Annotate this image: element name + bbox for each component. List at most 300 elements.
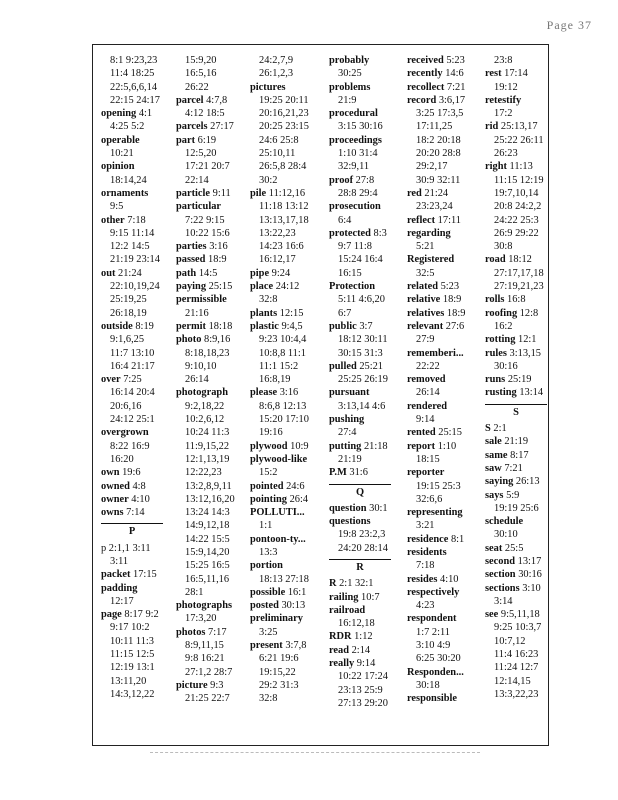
page-line-ref: 1:1 [259,520,273,532]
index-entry [407,440,484,467]
page-line-ref: 21:9 [338,94,357,106]
page-line-ref: 21:24 [421,187,449,199]
index-term: questions [329,516,371,528]
index-entry [250,559,327,586]
page-line-ref: 18:12 30:11 [338,334,388,346]
page-line-ref: 22:22 [416,360,440,372]
index-term: proceedings [329,134,382,146]
index-term: pontoon-ty... [250,533,306,545]
index-term: rusting [485,387,517,399]
index-term: own [101,467,120,479]
index-term: red [407,187,422,199]
page-line-ref: 27:13 29:20 [338,697,388,709]
page-line-ref: 21:24 [115,267,142,279]
page-line-ref: 9:3 [207,679,224,691]
index-entry [407,400,484,427]
index-term: owned [101,480,130,492]
page-line-ref: 25:5 [502,542,524,554]
page-line-ref: 4:7,8 [203,94,228,106]
index-entry [329,502,406,515]
index-entry [485,386,562,399]
page-line-ref: 11:9,15,22 [185,440,230,452]
page-line-ref: 3:15 30:16 [338,121,383,133]
index-term: out [101,267,116,279]
page-line-ref: 7:22 9:15 [185,214,225,226]
page-line-ref: 17:3,20 [185,613,217,625]
page-line-ref: 16:2 [494,320,513,332]
page-line-ref: 27:17,17,18 [494,267,544,279]
index-term: pipe [250,267,270,279]
page-line-ref: 10:22 15:6 [185,227,230,239]
index-entry [329,413,406,440]
index-term: probably [329,55,370,66]
index-term: recollect [407,81,445,93]
page-line-ref: 10:22 17:24 [338,671,388,683]
page-line-ref: 26:22 [185,81,209,93]
page-line-ref: 18:9 [444,307,466,319]
page-line-ref: 23:23,24 [416,201,453,213]
index-term: resides [407,573,438,585]
index-term: packet [101,569,131,581]
page-line-ref: 8:1 9:23,23 [110,55,158,66]
page-line-ref: 30:16 [515,569,542,581]
page-line-ref: 13:24 14:3 [185,507,230,519]
page-line-ref: 9:24 [269,267,291,279]
index-term: report [407,440,436,452]
index-entry [485,489,562,516]
page-line-ref: 6:25 30:20 [416,653,461,665]
index-entry [485,422,562,435]
page-line-ref: 3:25 [259,626,278,638]
index-column-3 [250,54,327,706]
page-line-ref: 16:8 [504,294,526,306]
page-line-ref: 8:22 16:9 [110,440,150,452]
page-line-ref: 26:1,2,3 [259,68,294,80]
page-line-ref: 19:15 25:3 [416,480,461,492]
index-term: public [329,320,357,332]
index-entry [176,280,253,293]
page-line-ref: 19:7,10,14 [494,187,539,199]
page-line-ref: 24:12 [273,281,300,293]
index-term: passed [176,254,206,266]
page-line-ref: 12:1 [515,334,537,346]
index-entry [176,293,253,320]
index-term: road [485,254,506,266]
page-line-ref: 8:17 9:2 [121,609,159,621]
index-entry [176,626,253,679]
page-line-ref: 3:10 [519,582,541,594]
index-term: pursuant [329,387,370,399]
page-line-ref: 9:5 [110,201,124,213]
page-line-ref: 21:16 [185,307,209,319]
index-term: opinion [101,161,135,173]
index-term: over [101,374,121,386]
page-line-ref: 12:22,23 [185,467,222,479]
page-line-ref: 18:15 [416,453,440,465]
index-term: related [407,281,438,293]
index-entry [407,293,484,306]
index-entry [485,293,562,306]
page-line-ref: 11:15 12:19 [494,174,544,186]
index-entry [407,320,484,347]
page-line-ref: 30:2 [259,174,278,186]
index-entry [407,666,484,693]
page-line-ref: 4:1 [136,108,153,120]
page-line-ref: 8:9,11,15 [185,640,224,652]
page-line-ref: 26:4 [286,493,309,505]
index-entry [407,586,484,613]
index-term: Registered [407,254,455,266]
page-line-ref: 8:9,16 [201,334,231,346]
section-letter: P [128,526,136,538]
page-line-ref: 22:10,19,24 [110,281,160,293]
index-term: retestify [485,94,522,106]
page-line-ref: 2:1 [490,423,507,435]
index-term: pulled [329,360,357,372]
index-term: second [485,555,516,567]
index-entry [176,253,253,266]
page-line-ref: 30:8 [494,241,513,253]
index-term: ornaments [101,187,149,199]
page-line-ref: 30:9 32:11 [416,174,461,186]
index-term: padding [101,582,138,594]
index-entry [250,54,327,81]
index-term: P.M [329,467,347,479]
index-term: railroad [329,604,366,616]
page-line-ref: 1:10 [435,440,457,452]
index-term: pictures [250,81,286,93]
index-column-4 [329,54,406,710]
page-line-ref: 25:10,11 [259,148,296,160]
index-term: saw [485,462,502,474]
page-line-ref: 9:17 10:2 [110,622,150,634]
page-line-ref: 17:15 [130,569,157,581]
index-entry [485,475,562,488]
index-entry [250,267,327,280]
page-line-ref: 3:16 [206,241,228,253]
page-line-ref: 13:22,23 [259,227,296,239]
page-line-ref: 10:24 11:3 [185,427,230,439]
index-term: part [176,134,196,146]
index-term: sections [485,582,520,594]
index-entry [485,94,562,121]
index-entry [250,453,327,480]
page-line-ref: 26:18,19 [110,307,147,319]
page-line-ref: 1:10 31:4 [338,148,378,160]
index-entry [485,347,562,374]
page-line-ref: 32:8 [259,294,278,306]
index-entry [485,373,562,386]
index-entry [485,462,562,475]
index-entry [250,586,327,599]
index-term: putting [329,440,362,452]
index-term: says [485,489,504,501]
index-term: pointing [250,493,287,505]
page-line-ref: 27:1,2 28:7 [185,666,233,678]
page-line-ref: 1:12 [351,631,373,643]
section-divider [101,523,163,524]
index-term: same [485,449,508,461]
index-entry [329,604,406,631]
index-entry [329,630,406,643]
page-line-ref: 13:14 [516,387,544,399]
index-entry [485,568,562,581]
index-entry [329,107,406,134]
index-entry [176,134,253,187]
index-term: regarding [407,227,451,239]
page-line-ref: 19:8 23:2,3 [338,529,386,541]
index-term: parties [176,241,207,253]
page-line-ref: 14:9,12,18 [185,520,230,532]
page-line-ref: 30:1 [366,502,388,514]
page-line-ref: 7:18 [416,560,435,572]
page-line-ref: 25:22 26:11 [494,134,544,146]
index-term: portion [250,560,283,572]
index-term: rememberi... [407,347,464,359]
index-entry [176,333,253,386]
index-entry [101,608,178,701]
page-line-ref: 27:17 [207,121,234,133]
section-divider [329,484,391,485]
index-entry [101,214,178,267]
page-line-ref: 25:21 [356,360,384,372]
index-entry [407,546,484,573]
page-line-ref: 11:1 15:2 [259,360,299,372]
index-term: owns [101,507,124,519]
index-term: respondent [407,613,457,625]
page-line-ref: 10:7 [358,591,380,603]
page-line-ref: 26:13 [513,476,540,488]
index-entry [329,280,406,320]
page-line-ref: 18:2 20:18 [416,134,461,146]
index-term: pointed [250,480,284,492]
index-entry [485,515,562,542]
page-line-ref: 29:2 31:3 [259,679,299,691]
index-column-2 [176,54,253,706]
page-line-ref: 17:21 20:7 [185,161,230,173]
page-line-ref: 10:21 [110,148,134,160]
index-entry [407,573,484,586]
index-entry [250,320,327,386]
index-term: rest [485,68,502,80]
page-line-ref: 25:15 [206,281,233,293]
page-line-ref: 25:25 26:19 [338,374,388,386]
index-term: overgrown [101,427,149,439]
page-line-ref: 16:14 20:4 [110,387,155,399]
index-entry [329,591,406,604]
index-entry [101,493,178,506]
page-line-ref: 19:12 [494,81,518,93]
index-term: problems [329,81,371,93]
index-term: protected [329,227,371,239]
page-line-ref: 16:12,18 [338,618,375,630]
page-line-ref: 29:2,17 [416,161,448,173]
index-term: particular [176,201,222,213]
index-term: photos [176,626,206,638]
index-entry [250,81,327,187]
page-line-ref: 21:19 [501,436,529,448]
index-entry [485,449,562,462]
page-line-ref: 12:2 14:5 [110,241,150,253]
index-entry [176,679,253,706]
index-term: responsible [407,693,458,705]
index-entry [329,200,406,227]
page-line-ref: 18:18 [206,320,233,332]
index-entry [250,386,327,439]
index-term: relatives [407,307,445,319]
page-line-ref: 27:8 [353,174,375,186]
page-line-ref: 26:5,8 28:4 [259,161,307,173]
index-entry [485,307,562,334]
index-term: residence [407,533,449,545]
page-line-ref: 9:25 10:3,7 [494,622,542,634]
bottom-scan-rule [150,752,480,753]
index-entry [407,373,484,400]
page-line-ref: 32:5 [416,267,435,279]
index-entry [485,253,562,293]
index-entry [407,67,484,80]
page-line-ref: 15:2 [259,467,278,479]
page-line-ref: 4:10 [437,573,459,585]
page-line-ref: 16:5,11,16 [185,573,230,585]
index-term: respectively [407,586,460,598]
page-line-ref: 18:9 [440,294,462,306]
index-entry [407,426,484,439]
index-entry [329,360,406,387]
index-entry [329,657,406,710]
page-line-ref: 16:4 21:17 [110,360,155,372]
page-line-ref: 1:7 2:11 [416,626,450,638]
page-line-ref: 5:23 [443,55,465,66]
page-line-ref: 22:15 24:17 [110,94,160,106]
index-entry [101,160,178,187]
page-line-ref: 3:7 [356,320,373,332]
index-term: rotting [485,334,516,346]
section-divider [329,559,391,560]
page-line-ref: 14:22 15:5 [185,533,230,545]
index-entry [329,644,406,657]
index-term: preliminary [250,613,303,625]
index-term: question [329,502,367,514]
page-line-ref: 9:10,10 [185,360,217,372]
index-entry [407,227,484,254]
page-line-ref: 25:15 [435,427,462,439]
page-line-ref: 24:6 [283,480,305,492]
index-entry [329,134,406,174]
page-line-ref: 15:24 16:4 [338,254,383,266]
index-term: roofing [485,307,518,319]
index-entry [250,612,327,639]
section-divider [485,404,547,405]
page-line-ref: 6:21 19:6 [259,653,299,665]
index-term: possible [250,586,286,598]
index-term: recently [407,68,443,80]
index-term: sale [485,436,502,448]
index-entry [250,533,327,560]
page-line-ref: 16:8,19 [259,374,291,386]
index-term: seat [485,542,503,554]
page-line-ref: 3:6,17 [436,94,466,106]
index-entry [485,54,562,67]
page-line-ref: 5:21 [416,241,435,253]
index-entry [485,120,562,160]
index-entry [485,608,562,701]
page-line-ref: 24:20 28:14 [338,542,388,554]
index-term: RDR [329,631,352,643]
index-term: removed [407,374,446,386]
section-letter: R [356,561,364,573]
index-term: rolls [485,294,505,306]
index-entry [407,54,484,67]
page-line-ref: 25:13,17 [498,121,538,133]
index-term: relevant [407,320,444,332]
page-line-ref: 4:23 [416,600,435,612]
page-line-ref: 10:8,8 11:1 [259,347,306,359]
index-entry [101,267,178,320]
index-entry [250,187,327,267]
index-term: procedural [329,108,378,120]
index-term: plants [250,307,278,319]
index-entry [250,280,327,307]
page-line-ref: 9:14 [354,658,376,670]
page-line-ref: 24:12 25:1 [110,414,155,426]
page-line-ref: 21:25 22:7 [185,693,230,705]
index-term: S [485,423,491,435]
index-entry [101,542,178,569]
index-term: plywood-like [250,453,308,465]
page-line-ref: 3:13,14 4:6 [338,400,386,412]
page-line-ref: 25:19 [505,374,532,386]
page-line-ref: 26:14 [185,374,209,386]
page-line-ref: 15:25 16:5 [185,560,230,572]
page-line-ref: 9:1,6,25 [110,334,145,346]
page-line-ref: 7:21 [444,81,466,93]
index-term: please [250,387,278,399]
section-letter: S [513,406,519,418]
page-line-ref: 27:4 [338,427,357,439]
page-line-ref: 17:11 [435,214,461,226]
page-line-ref: 30:15 31:3 [338,347,383,359]
page-line-ref: 14:5 [196,267,218,279]
index-term: record [407,94,437,106]
index-term: pile [250,187,267,199]
page-line-ref: 10:9 [287,440,309,452]
index-term: particle [176,187,211,199]
index-entry [101,107,178,134]
page-line-ref: 27:6 [443,320,465,332]
index-term: photograph [176,387,228,399]
index-column-6 [485,54,562,701]
index-entry [329,227,406,280]
page-line-ref: 32:6,6 [416,493,443,505]
index-entry [176,386,253,599]
page-line-ref: 13:3 [259,546,278,558]
index-entry [176,320,253,333]
index-term: section [485,569,516,581]
page-line-ref: 8:19 [132,320,154,332]
page-line-ref: 8:18,18,23 [185,347,230,359]
index-term: opening [101,108,137,120]
page-line-ref: 11:7 13:10 [110,347,155,359]
page-line-ref: 8:17 [507,449,529,461]
index-term: photographs [176,600,233,612]
page-line-ref: 27:9 [416,334,435,346]
index-term: schedule [485,516,524,528]
entry-line: p 2:1,1 3:11 [101,542,151,554]
page-line-ref: 9:7 11:8 [338,241,372,253]
index-entry [101,373,178,426]
page-line-ref: 12:14,15 [494,675,531,687]
